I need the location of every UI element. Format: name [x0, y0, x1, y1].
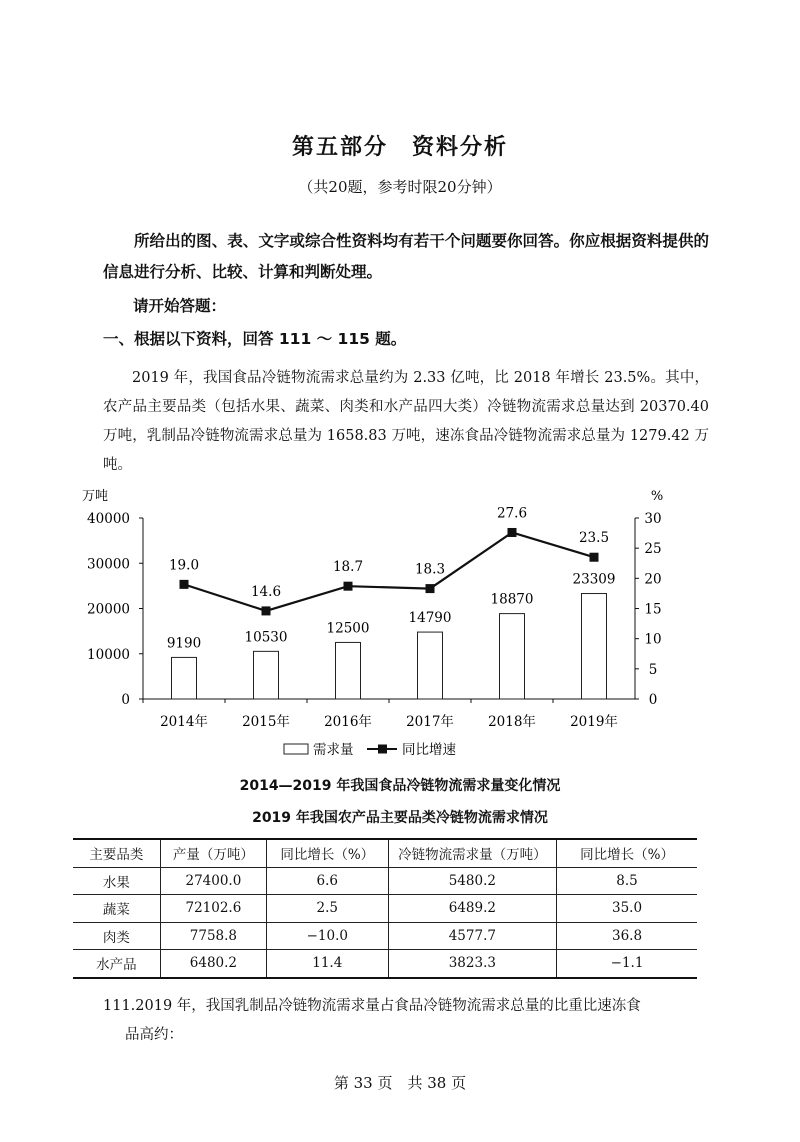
y-right-tick-label: 10 — [644, 631, 662, 648]
table-cell: 3823.3 — [388, 950, 556, 978]
line-point — [344, 582, 353, 591]
question-line-2: 品高约： — [125, 1027, 183, 1043]
x-tick-label: 2017年 — [406, 714, 454, 730]
y-right-tick-label: 30 — [644, 511, 662, 527]
legend-bar-swatch — [284, 744, 308, 754]
y-right-tick-label: 20 — [644, 571, 662, 588]
table-cell: 2.5 — [266, 895, 388, 923]
table-title: 2019 年我国农产品主要品类冷链物流需求情况 — [252, 810, 548, 826]
table-header-cell: 主要品类 — [73, 839, 160, 867]
y-axis-right-label: % — [650, 489, 664, 504]
table-cell: 6489.2 — [388, 895, 556, 923]
y-left-tick-label: 10000 — [87, 646, 130, 663]
line-data-label: 19.0 — [168, 557, 200, 574]
table-cell: 蔬菜 — [73, 895, 160, 923]
table-header-cell: 同比增长（%） — [557, 839, 697, 867]
table-cell: 27400.0 — [160, 867, 266, 895]
bar-data-label: 23309 — [572, 571, 616, 588]
table-cell: 7758.8 — [160, 922, 266, 950]
legend-bar-label: 需求量 — [313, 742, 354, 758]
bar — [418, 632, 443, 699]
table-header-cell: 冷链物流需求量（万吨） — [388, 839, 556, 867]
line-point — [426, 584, 435, 593]
x-tick-label: 2015年 — [242, 714, 290, 730]
question-111 — [103, 992, 709, 1050]
table-cell: 72102.6 — [160, 895, 266, 923]
line-point — [262, 606, 271, 615]
y-axis-left-label: 万吨 — [82, 489, 109, 504]
page-footer: 第 33 页 共 38 页 — [333, 1074, 467, 1092]
table-cell: 6480.2 — [160, 950, 266, 978]
table-cell: 6.6 — [266, 867, 388, 895]
bar — [172, 657, 197, 699]
y-left-tick-label: 40000 — [87, 511, 130, 527]
bar-data-label: 10530 — [244, 629, 288, 646]
x-tick-label: 2014年 — [160, 714, 208, 730]
bar — [336, 642, 361, 699]
table-row — [73, 950, 697, 978]
line-data-label: 18.7 — [332, 559, 364, 576]
table-header-cell: 同比增长（%） — [266, 839, 388, 867]
question-line-1: 111.2019 年，我国乳制品冷链物流需求量占食品冷链物流需求总量的比重比速冻食 — [103, 998, 641, 1014]
data-table — [73, 838, 697, 979]
line-data-label: 14.6 — [250, 583, 282, 600]
y-left-tick-label: 0 — [121, 692, 130, 708]
table-cell: 4577.7 — [388, 922, 556, 950]
y-left-tick-label: 20000 — [87, 601, 130, 618]
bar — [254, 651, 279, 699]
table-row — [73, 895, 697, 923]
legend-line-label: 同比增速 — [402, 742, 456, 758]
combo-chart — [0, 480, 800, 775]
table-header-row — [73, 839, 697, 867]
table-cell: 肉类 — [73, 922, 160, 950]
y-right-tick-label: 15 — [644, 601, 662, 618]
y-right-tick-label: 5 — [648, 661, 658, 678]
table-cell: −10.0 — [266, 922, 388, 950]
table-header-cell: 产量（万吨） — [160, 839, 266, 867]
bar-data-label: 9190 — [166, 635, 202, 652]
line-data-label: 18.3 — [414, 561, 446, 578]
table-row — [73, 922, 697, 950]
section-heading: 一、根据以下资料，回答 111 ～ 115 题。 — [103, 330, 407, 348]
table-cell: 5480.2 — [388, 867, 556, 895]
line-data-label: 27.6 — [496, 505, 528, 522]
x-tick-label: 2019年 — [570, 714, 618, 730]
part-subtitle: （共20题，参考时限20分钟） — [298, 178, 502, 196]
instructions: 所给出的图、表、文字或综合性资料均有若干个问题要你回答。你应根据资料提供的信息进行分析、比较、计算和判断处理。 — [103, 232, 709, 281]
line-point — [590, 553, 599, 562]
line-point — [180, 580, 189, 589]
legend-line-marker — [378, 745, 387, 754]
table-cell: 8.5 — [557, 867, 697, 895]
table-row — [73, 867, 697, 895]
table-cell: 35.0 — [557, 895, 697, 923]
bar-data-label: 18870 — [490, 591, 534, 608]
table-cell: 36.8 — [557, 922, 697, 950]
x-tick-label: 2018年 — [488, 714, 536, 730]
bar-data-label: 14790 — [408, 610, 452, 627]
table-cell: 水果 — [73, 867, 160, 895]
chart-title: 2014—2019 年我国食品冷链物流需求量变化情况 — [239, 778, 561, 794]
bar — [582, 594, 607, 699]
table-cell: −1.1 — [557, 950, 697, 978]
y-left-tick-label: 30000 — [87, 556, 130, 573]
y-right-tick-label: 0 — [648, 692, 658, 708]
line-point — [508, 528, 517, 537]
bar-data-label: 12500 — [326, 620, 370, 637]
x-tick-label: 2016年 — [324, 714, 372, 730]
part-title: 第五部分 资料分析 — [291, 135, 508, 160]
y-right-tick-label: 25 — [644, 541, 662, 558]
line-data-label: 23.5 — [578, 530, 610, 547]
bar — [500, 614, 525, 699]
table-cell: 11.4 — [266, 950, 388, 978]
start-label: 请开始答题： — [133, 297, 227, 315]
material-paragraph: 2019 年，我国食品冷链物流需求总量约为 2.33 亿吨，比 2018 年增长 23.5%。其中，农产品主要品类（包括水果、蔬菜、肉类和水产品四大类）冷链物流需求总量达到 20370.40 万吨，乳制品冷链物流需求总量为 1658.83 万吨，速冻食品冷链物流需求总量为 1279.42 万吨。 — [103, 370, 709, 473]
table-cell: 水产品 — [73, 950, 160, 978]
